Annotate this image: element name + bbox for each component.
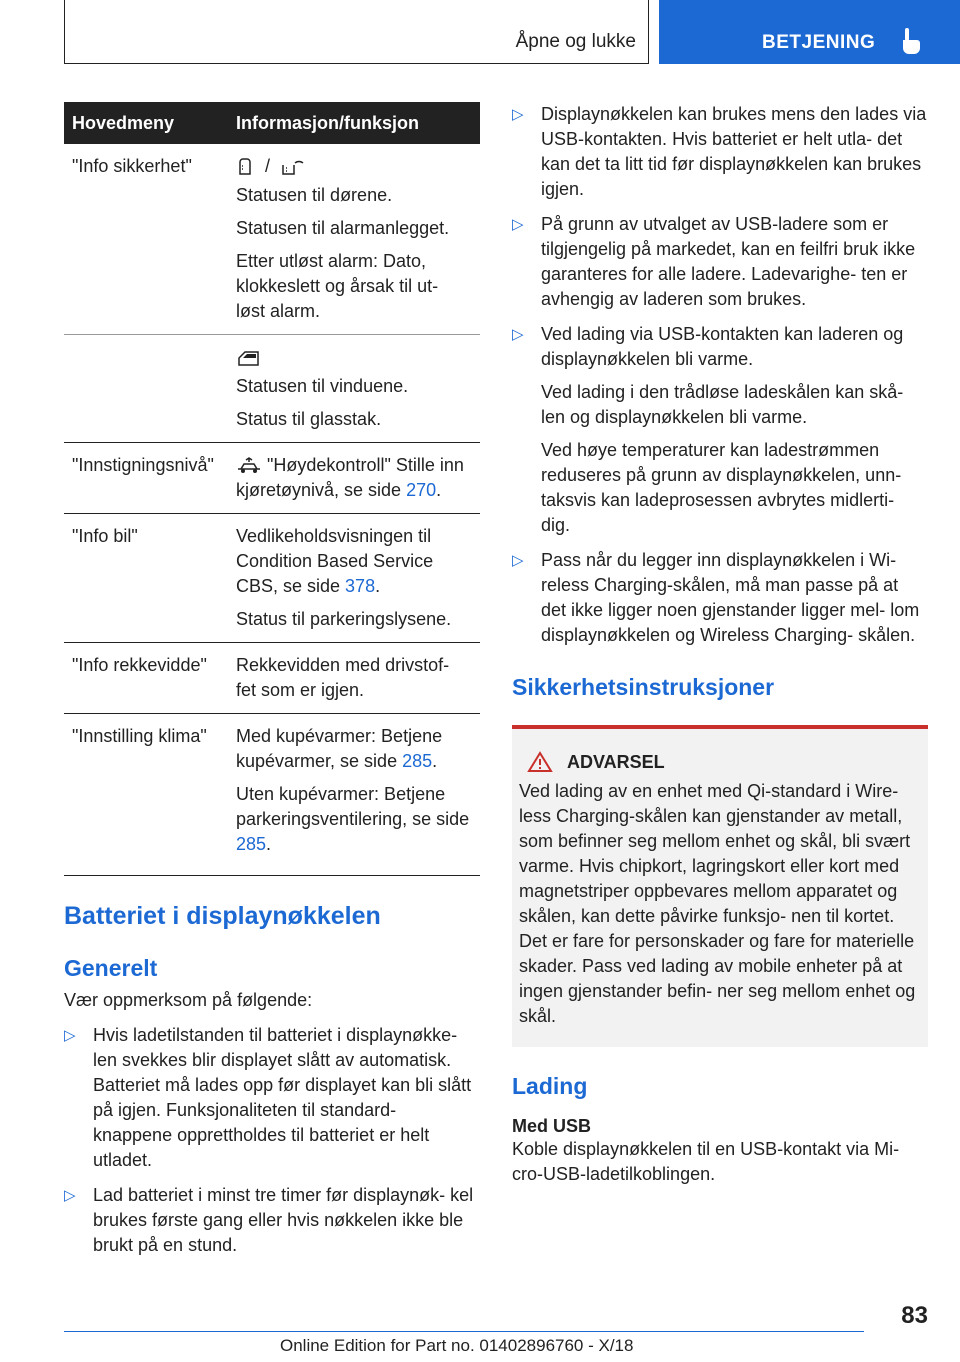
bullet-list (64, 1023, 480, 1258)
left-column (64, 102, 480, 1268)
triangle-bullet-icon: ▷ (64, 1187, 76, 1204)
bullet-list (512, 102, 928, 648)
table-row (64, 144, 480, 335)
column-header: Informasjon/funksjon (228, 102, 480, 144)
subsection-heading: Generelt (64, 955, 158, 981)
page-link[interactable]: 378 (345, 576, 376, 596)
subsection-heading: Lading (512, 1073, 588, 1099)
list-item-text: På grunn av utvalget av USB-ladere som er tilgjengelig på markedet, kan en feilfri bruk ikke garanteres for alle ladere. Ladevarighe- ten er avhengig av laderen som brukes. (541, 214, 916, 309)
subsection-heading: Sikkerhetsinstruksjoner (512, 674, 775, 700)
footer-edition: Online Edition for Part no. 01402896760 - X/18 (280, 1336, 634, 1355)
list-item (64, 1023, 480, 1173)
warning-box (512, 725, 928, 1047)
info-cell (228, 335, 480, 443)
info-text: "Høydekontroll" Stille inn kjøretøynivå, se side (236, 455, 464, 500)
menu-cell (64, 514, 228, 643)
door-open-icon (281, 157, 305, 177)
punctuation: . (436, 480, 442, 500)
car-window-icon (236, 348, 262, 368)
section-heading: Batteriet i displaynøkkelen (64, 902, 381, 930)
triangle-bullet-icon: ▷ (512, 326, 524, 343)
right-column (512, 102, 928, 1187)
info-cell (228, 144, 480, 335)
usb-text: Koble displaynøkkelen til en USB-kontakt via Mi- cro-USB-ladetilkoblingen. (512, 1139, 900, 1184)
info-text: Rekkevidden med drivstof- fet som er igjen. (236, 655, 450, 700)
page-link[interactable]: 270 (406, 480, 437, 500)
warning-header (527, 751, 921, 773)
menu-cell (64, 335, 228, 443)
menu-item: "Info bil" (72, 526, 138, 546)
menu-cell (64, 144, 228, 335)
list-item-text: Displaynøkkelen kan brukes mens den lades via USB-kontakten. Hvis batteriet er helt utla- det kan det ta litt tid før displaynøkkelen kan brukes igjen. (541, 104, 927, 199)
menu-item: "Innstilling klima" (72, 726, 207, 746)
footer-divider (64, 1331, 864, 1332)
page-link[interactable]: 285 (236, 834, 267, 854)
list-item-text: Lad batteriet i minst tre timer før displaynøk- kel brukes første gang eller hvis nøkkelen ikke ble brukt på en stund. (93, 1185, 474, 1255)
menu-item: "Info sikkerhet" (72, 156, 192, 176)
table-row (64, 335, 480, 443)
vehicle-height-icon (236, 457, 262, 475)
list-item (64, 1183, 480, 1258)
info-text: Status til parkeringslysene. (236, 609, 452, 629)
list-item (512, 548, 928, 648)
column-header: Hovedmeny (64, 102, 228, 144)
list-item-text: Ved lading via USB-kontakten kan laderen og displaynøkkelen bli varme. (541, 324, 904, 369)
header-left-box (64, 0, 649, 64)
punctuation: . (432, 751, 438, 771)
chapter-title: Åpne og lukke (515, 31, 636, 52)
triangle-bullet-icon: ▷ (512, 216, 524, 233)
triangle-bullet-icon: ▷ (64, 1027, 76, 1044)
info-text: Uten kupévarmer: Betjene parkeringsventilering, se side (236, 784, 470, 829)
minor-heading: Med USB (512, 1116, 592, 1136)
menu-item: "Innstigningsnivå" (72, 455, 214, 475)
punctuation: . (266, 834, 272, 854)
list-item (512, 322, 928, 538)
warning-triangle-icon (527, 751, 553, 773)
punctuation: . (375, 576, 381, 596)
section-title: BETJENING (762, 32, 876, 53)
menu-cell (64, 443, 228, 514)
list-item-text: Pass når du legger inn displaynøkkelen i Wi- reless Charging-skålen, må man passe på at det ikke ligger noen gjenstander ligger mel- lom displaynøkkelen og Wireless Charging- skålen. (541, 550, 920, 645)
intro-text: Vær oppmerksom på følgende: (64, 990, 313, 1010)
table-row (64, 514, 480, 643)
warning-title: ADVARSEL (567, 751, 665, 772)
menu-cell (64, 643, 228, 714)
page-number: 83 (901, 1302, 928, 1329)
hand-pointer-icon (899, 28, 923, 54)
info-text: Statusen til dørene. (236, 185, 393, 205)
main-menu-table (64, 102, 480, 876)
triangle-bullet-icon: ▷ (512, 552, 524, 569)
info-text: Med kupévarmer: Betjene kupévarmer, se side (236, 726, 443, 771)
list-item-text: Ved lading i den trådløse ladeskålen kan skå- len og displaynøkkelen bli varme. (541, 382, 904, 427)
table-header-row (64, 102, 480, 144)
list-item-text: Ved høye temperaturer kan ladestrømmen reduseres på grunn av displaynøkkelen, unn- taksvis kan ladeprosessen avbrytes midlerti- dig. (541, 440, 902, 535)
list-item-text: Hvis ladetilstanden til batteriet i displaynøkke- len svekkes blir displayet slått av automatisk. Batteriet må lades opp før displayet kan bli slått på igjen. Funksjonaliteten til standard- knappene opprettholdes til batteriet er helt utladet. (93, 1025, 472, 1170)
info-text: Vedlikeholdsvisningen til Condition Based Service CBS, se side (236, 526, 434, 596)
info-text: Statusen til alarmanlegget. (236, 218, 450, 238)
info-text: Etter utløst alarm: Dato, klokkeslett og årsak til ut- løst alarm. (236, 251, 439, 321)
info-cell (228, 714, 480, 876)
triangle-bullet-icon: ▷ (512, 106, 524, 123)
info-cell (228, 643, 480, 714)
table-row (64, 714, 480, 876)
table-row (64, 443, 480, 514)
info-text: Statusen til vinduene. (236, 376, 409, 396)
slash-separator: / (265, 156, 271, 176)
menu-item: "Info rekkevidde" (72, 655, 207, 675)
list-item (512, 102, 928, 202)
door-closed-icon (236, 157, 254, 177)
list-item (512, 212, 928, 312)
page-link[interactable]: 285 (402, 751, 433, 771)
info-cell (228, 443, 480, 514)
info-cell (228, 514, 480, 643)
menu-cell (64, 714, 228, 876)
info-text: Status til glasstak. (236, 409, 382, 429)
header-section-tab[interactable] (659, 0, 960, 64)
table-row (64, 643, 480, 714)
warning-text: Ved lading av en enhet med Qi-standard i Wire- less Charging-skålen kan gjenstander av metall, som befinner seg mellom enhet og skål, bli svært varme. Hvis chipkort, lagringskort eller kort med magnetstriper oppbevares mellom apparatet og skålen, kan dette påvirke funksjo- nen til kortet. Det er fare for personskader og fare for materielle skader. Pass ved lading av mobile enheter på at ingen gjenstander befin- ner seg mellom enhet og skål. (519, 781, 916, 1026)
